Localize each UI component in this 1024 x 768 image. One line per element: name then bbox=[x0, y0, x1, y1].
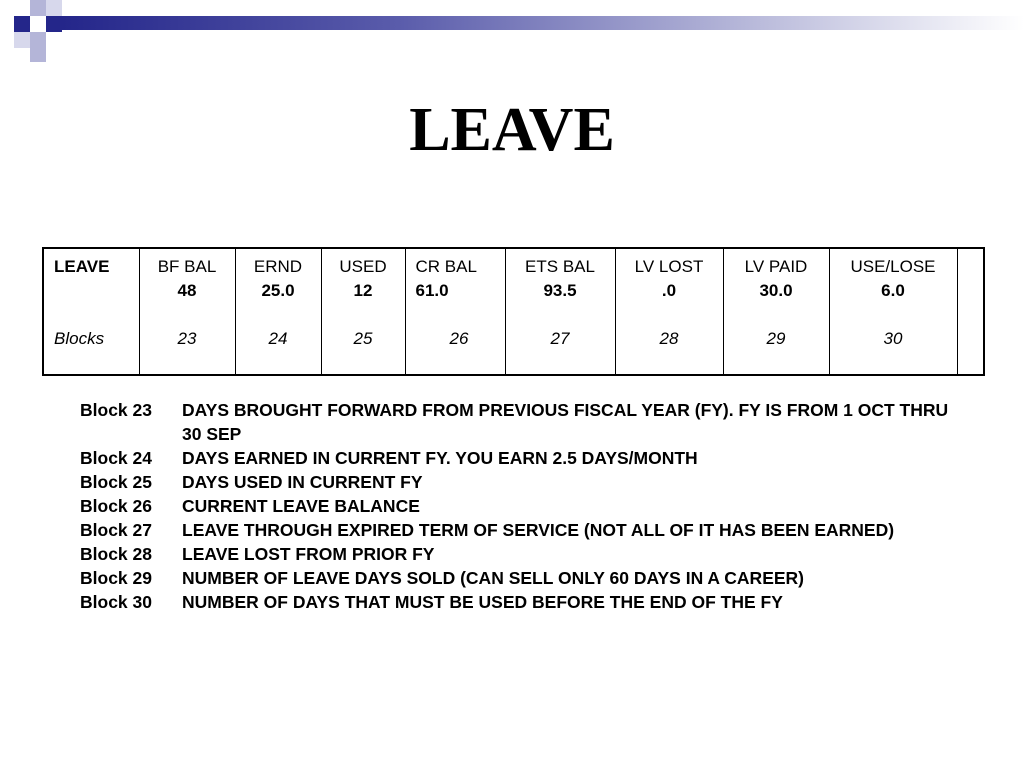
table-cell-ets-bal bbox=[505, 248, 615, 375]
block-number: 30 bbox=[883, 329, 903, 348]
row-label-leave: LEAVE bbox=[54, 257, 110, 276]
note-item bbox=[80, 446, 960, 470]
note-label: Block 25 bbox=[80, 472, 152, 492]
note-text: LEAVE THROUGH EXPIRED TERM OF SERVICE (NOT ALL OF IT HAS BEEN EARNED) bbox=[182, 520, 895, 540]
column-value: 93.5 bbox=[543, 281, 577, 300]
table-row bbox=[43, 248, 984, 375]
note-item bbox=[80, 566, 960, 590]
page-title: LEAVE bbox=[409, 96, 615, 164]
column-value: 48 bbox=[177, 281, 197, 300]
header-decoration bbox=[0, 0, 1024, 64]
leave-table bbox=[42, 247, 985, 376]
table-cell-bf-bal bbox=[139, 248, 235, 375]
deco-square bbox=[46, 16, 62, 32]
deco-square bbox=[30, 0, 46, 16]
table-cell-empty bbox=[957, 248, 984, 375]
block-number: 24 bbox=[268, 329, 288, 348]
column-header: ERND bbox=[253, 257, 303, 276]
block-number: 27 bbox=[550, 329, 570, 348]
note-text: LEAVE LOST FROM PRIOR FY bbox=[182, 544, 435, 564]
column-value: 25.0 bbox=[261, 281, 295, 300]
column-header: LV PAID bbox=[744, 257, 808, 276]
block-number: 23 bbox=[177, 329, 197, 348]
note-label: Block 28 bbox=[80, 544, 152, 564]
column-header: BF BAL bbox=[157, 257, 217, 276]
note-text: DAYS BROUGHT FORWARD FROM PREVIOUS FISCAL YEAR (FY). FY IS FROM 1 OCT THRU 30 SEP bbox=[182, 400, 949, 444]
column-value: 12 bbox=[353, 281, 373, 300]
block-number: 26 bbox=[449, 329, 469, 348]
row-label-blocks: Blocks bbox=[54, 329, 105, 348]
note-item bbox=[80, 542, 960, 566]
note-item bbox=[80, 398, 960, 446]
note-text: NUMBER OF LEAVE DAYS SOLD (CAN SELL ONLY 60 DAYS IN A CAREER) bbox=[182, 568, 805, 588]
note-item bbox=[80, 494, 960, 518]
block-notes bbox=[80, 398, 960, 614]
table-cell-cr-bal bbox=[405, 248, 505, 375]
table-cell-use-lose bbox=[829, 248, 957, 375]
note-label: Block 26 bbox=[80, 496, 152, 516]
note-text: CURRENT LEAVE BALANCE bbox=[182, 496, 420, 516]
deco-square bbox=[14, 16, 30, 32]
column-header: USE/LOSE bbox=[850, 257, 936, 276]
column-header: USED bbox=[339, 257, 387, 276]
column-header: ETS BAL bbox=[525, 257, 595, 276]
note-item bbox=[80, 518, 960, 542]
note-label: Block 27 bbox=[80, 520, 152, 540]
note-label: Block 24 bbox=[80, 448, 152, 468]
table-cell-ernd bbox=[235, 248, 321, 375]
note-text: DAYS EARNED IN CURRENT FY. YOU EARN 2.5 DAYS/MONTH bbox=[182, 448, 698, 468]
note-text: DAYS USED IN CURRENT FY bbox=[182, 472, 423, 492]
note-text: NUMBER OF DAYS THAT MUST BE USED BEFORE THE END OF THE FY bbox=[182, 592, 783, 612]
note-item bbox=[80, 470, 960, 494]
note-label: Block 23 bbox=[80, 400, 152, 420]
note-label: Block 30 bbox=[80, 592, 152, 612]
deco-square bbox=[46, 0, 62, 16]
table-cell-lv-paid bbox=[723, 248, 829, 375]
column-value: 30.0 bbox=[759, 281, 793, 300]
deco-square bbox=[14, 32, 30, 48]
column-header: LV LOST bbox=[634, 257, 704, 276]
column-value: 6.0 bbox=[881, 281, 905, 300]
column-value: 61.0 bbox=[415, 281, 449, 300]
block-number: 25 bbox=[353, 329, 373, 348]
table-cell-used bbox=[321, 248, 405, 375]
row-label-cell bbox=[43, 248, 139, 375]
note-item bbox=[80, 590, 960, 614]
table-cell-lv-lost bbox=[615, 248, 723, 375]
column-value: .0 bbox=[661, 281, 677, 300]
block-number: 28 bbox=[659, 329, 679, 348]
column-header: CR BAL bbox=[415, 257, 477, 276]
block-number: 29 bbox=[766, 329, 786, 348]
deco-square bbox=[30, 46, 46, 62]
note-label: Block 29 bbox=[80, 568, 152, 588]
deco-gradient-bar bbox=[62, 16, 1024, 30]
